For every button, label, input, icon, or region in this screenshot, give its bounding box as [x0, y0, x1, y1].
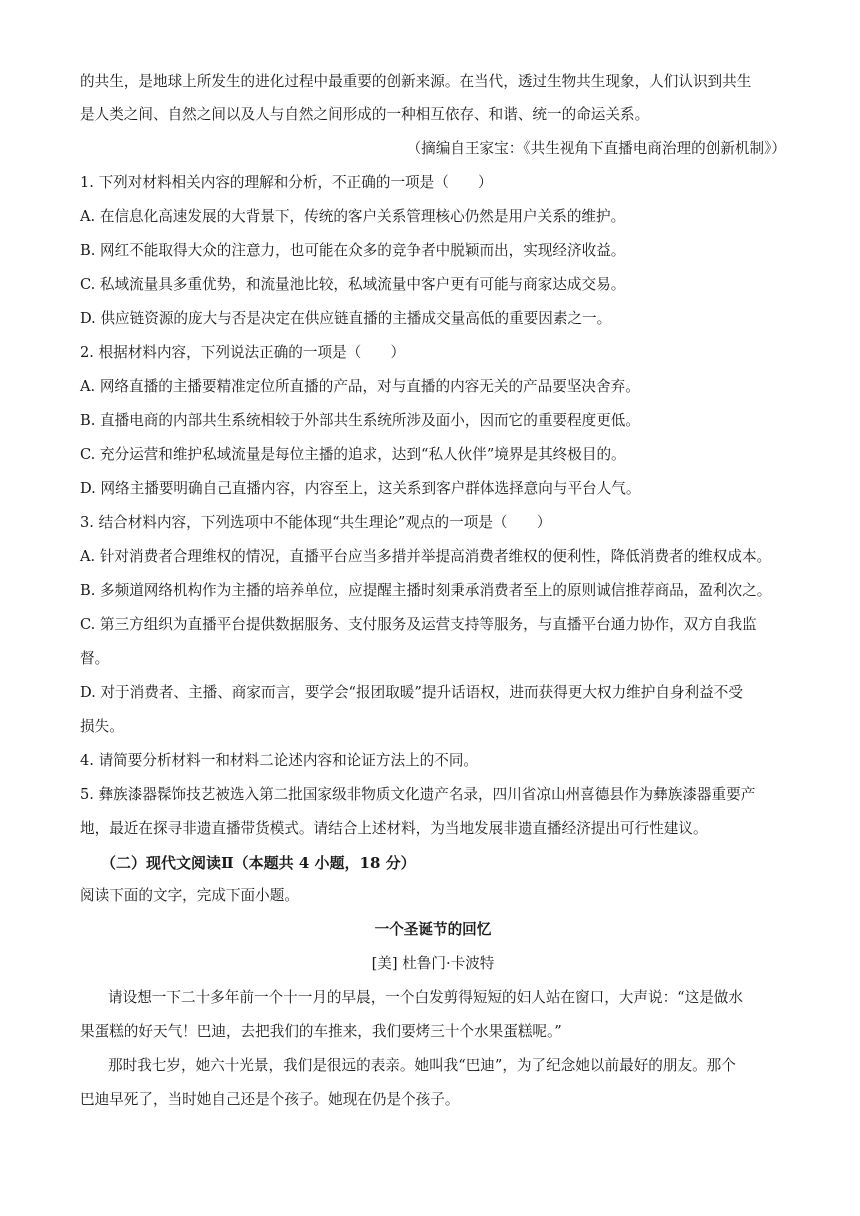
question-2-option-d: D. 网络主播要明确自己直播内容，内容至上，这关系到客户群体选择意向与平台人气。 [80, 480, 641, 497]
question-3-option-c-line-2: 督。 [80, 650, 110, 667]
passage-line-2: 是人类之间、自然之间以及人与自然之间形成的一种相互依存、和谐、统一的命运关系。 [80, 106, 650, 123]
question-1-option-c: C. 私域流量具多重优势，和流量池比较，私域流量中客户更有可能与商家达成交易。 [80, 276, 626, 293]
question-4-stem: 4. 请简要分析材料一和材料二论述内容和论证方法上的不同。 [80, 752, 479, 769]
question-5-line-2: 地，最近在探寻非遗直播带货模式。请结合上述材料，为当地发展非遗直播经济提出可行性建议。 [80, 820, 708, 837]
question-5-line-1: 5. 彝族漆器髹饰技艺被选入第二批国家级非物质文化遗产名录，四川省凉山州喜德县作为彝族漆器重要产 [80, 786, 756, 803]
question-3-option-d-line-1: D. 对于消费者、主播、商家而言，要学会“报团取暖”提升话语权，进而获得更大权力维护自身利益不受 [80, 684, 743, 701]
story-title: 一个圣诞节的回忆 [374, 921, 492, 938]
story-paragraph-2-line-2: 巴迪早死了，当时她自己还是个孩子。她现在仍是个孩子。 [80, 1091, 460, 1108]
question-1-option-d: D. 供应链资源的庞大与否是决定在供应链直播的主播成交量高低的重要因素之一。 [80, 310, 612, 327]
question-2-option-c: C. 充分运营和维护私域流量是每位主播的追求，达到“私人伙伴”境界是其终极目的。 [80, 446, 626, 463]
story-paragraph-1-line-1: 请设想一下二十多年前一个十一月的早晨，一个白发剪得短短的妇人站在窗口，大声说：“这是做水 [108, 989, 743, 1006]
question-3-option-a: A. 针对消费者合理维权的情况，直播平台应当多措并举提高消费者维权的便利性，降低消费者的维权成本。 [80, 548, 772, 565]
question-1-option-a: A. 在信息化高速发展的大背景下，传统的客户关系管理核心仍然是用户关系的维护。 [80, 208, 626, 225]
story-paragraph-1-line-2: 果蛋糕的好天气！巴迪，去把我们的车推来，我们要烤三十个水果蛋糕呢。” [80, 1023, 562, 1040]
question-1-stem: 1. 下列对材料相关内容的理解和分析，不正确的一项是（ ） [80, 174, 493, 191]
question-2-stem: 2. 根据材料内容，下列说法正确的一项是（ ） [80, 344, 406, 361]
story-author: [美] 杜鲁门·卡波特 [371, 955, 495, 972]
reading-instruction: 阅读下面的文字，完成下面小题。 [80, 887, 299, 904]
question-3-option-d-line-2: 损失。 [80, 718, 124, 735]
source-citation: （摘编自王家宝：《共生视角下直播电商治理的创新机制》） [406, 140, 786, 157]
section-heading: （二）现代文阅读Ⅱ（本题共 4 小题，18 分） [101, 854, 416, 872]
question-1-option-b: B. 网红不能取得大众的注意力，也可能在众多的竞争者中脱颖而出，实现经济收益。 [80, 242, 626, 259]
question-3-stem: 3. 结合材料内容，下列选项中不能体现“共生理论”观点的一项是（ ） [80, 514, 552, 531]
story-paragraph-2-line-1: 那时我七岁，她六十光景，我们是很远的表亲。她叫我“巴迪”，为了纪念她以前最好的朋友。那个 [108, 1057, 736, 1074]
question-3-option-c-line-1: C. 第三方组织为直播平台提供数据服务、支付服务及运营支持等服务，与直播平台通力协作，双方自我监 [80, 616, 757, 633]
question-2-option-a: A. 网络直播的主播要精准定位所直播的产品，对与直播的内容无关的产品要坚决舍弃。 [80, 378, 640, 395]
question-2-option-b: B. 直播电商的内部共生系统相较于外部共生系统所涉及面小，因而它的重要程度更低。 [80, 412, 640, 429]
question-3-option-b: B. 多频道网络机构作为主播的培养单位，应提醒主播时刻秉承消费者至上的原则诚信推荐商品，盈利次之。 [80, 582, 772, 599]
passage-line-1: 的共生，是地球上所发生的进化过程中最重要的创新来源。在当代，透过生物共生现象，人们认识到共生 [80, 73, 752, 90]
